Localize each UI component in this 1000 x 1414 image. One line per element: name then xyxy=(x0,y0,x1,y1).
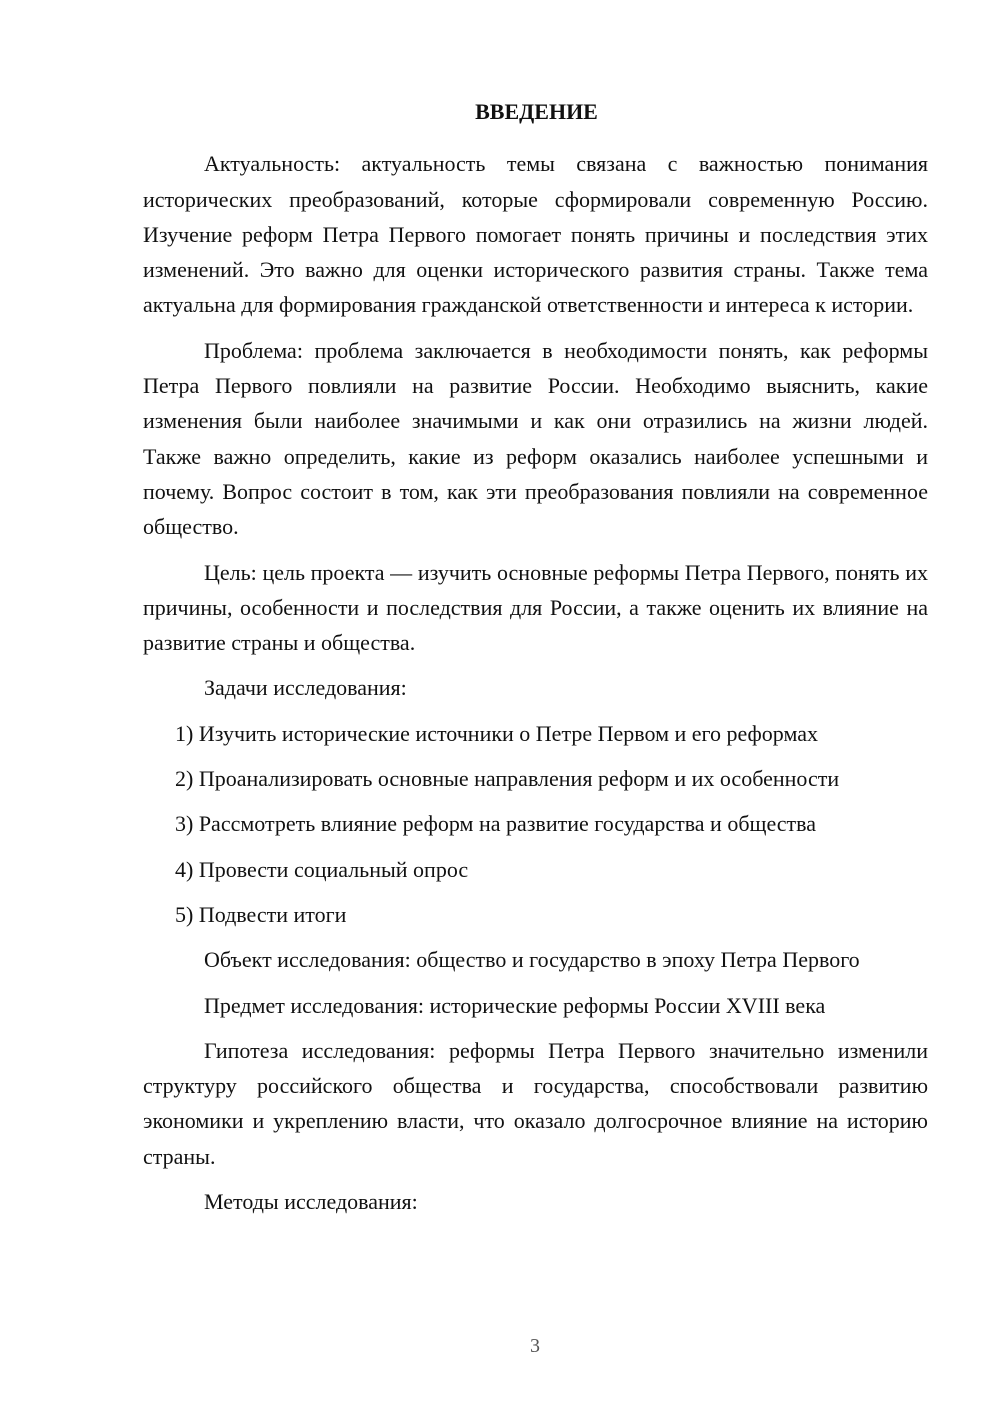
paragraph-methods-heading: Методы исследования: xyxy=(204,1189,418,1215)
list-item: 5) Подвести итоги xyxy=(175,901,347,927)
paragraph-hypothesis: Гипотеза исследования: реформы Петра Первого значительно изменили структуру российского общества и государства, способствовали развитию экономики и укреплению власти, что оказало долгосрочное влияние на историю страны. xyxy=(143,1037,928,1169)
section-title: ВВЕДЕНИЕ xyxy=(475,99,598,124)
page-content xyxy=(143,94,928,1229)
list-item: 1) Изучить исторические источники о Петре Первом и его реформах xyxy=(175,720,818,746)
list-item: 4) Провести социальный опрос xyxy=(175,856,469,882)
paragraph-goal: Цель: цель проекта — изучить основные реформы Петра Первого, понять их причины, особенности и последствия для России, а также оценить их влияние на развитие страны и общества. xyxy=(143,559,928,656)
list-item: 3) Рассмотреть влияние реформ на развитие государства и общества xyxy=(175,811,817,837)
list-item: 2) Проанализировать основные направления реформ и их особенности xyxy=(175,766,840,792)
tasks-list xyxy=(143,716,928,932)
paragraph-tasks-heading: Задачи исследования: xyxy=(204,675,407,701)
page-number: 3 xyxy=(530,1335,540,1357)
paragraph-relevance: Актуальность: актуальность темы связана с важностью понимания исторических преобразований, которые сформировали современную Россию. Изучение реформ Петра Первого помогает понять причины и последствия этих изменений. Это важно для оценки исторического развития страны. Также тема актуальна для формирования гражданской ответственности и интереса к истории. xyxy=(143,151,928,318)
paragraph-problem: Проблема: проблема заключается в необходимости понять, как реформы Петра Первого повлияли на развитие России. Необходимо выяснить, какие изменения были наиболее значимыми и как они отразились на жизни людей. Также важно определить, какие из реформ оказались наиболее успешными и почему. Вопрос состоит в том, как эти преобразования повлияли на современное общество. xyxy=(143,337,928,540)
paragraph-object: Объект исследования: общество и государство в эпоху Петра Первого xyxy=(204,947,860,973)
paragraph-subject: Предмет исследования: исторические реформы России XVIII века xyxy=(204,992,826,1018)
